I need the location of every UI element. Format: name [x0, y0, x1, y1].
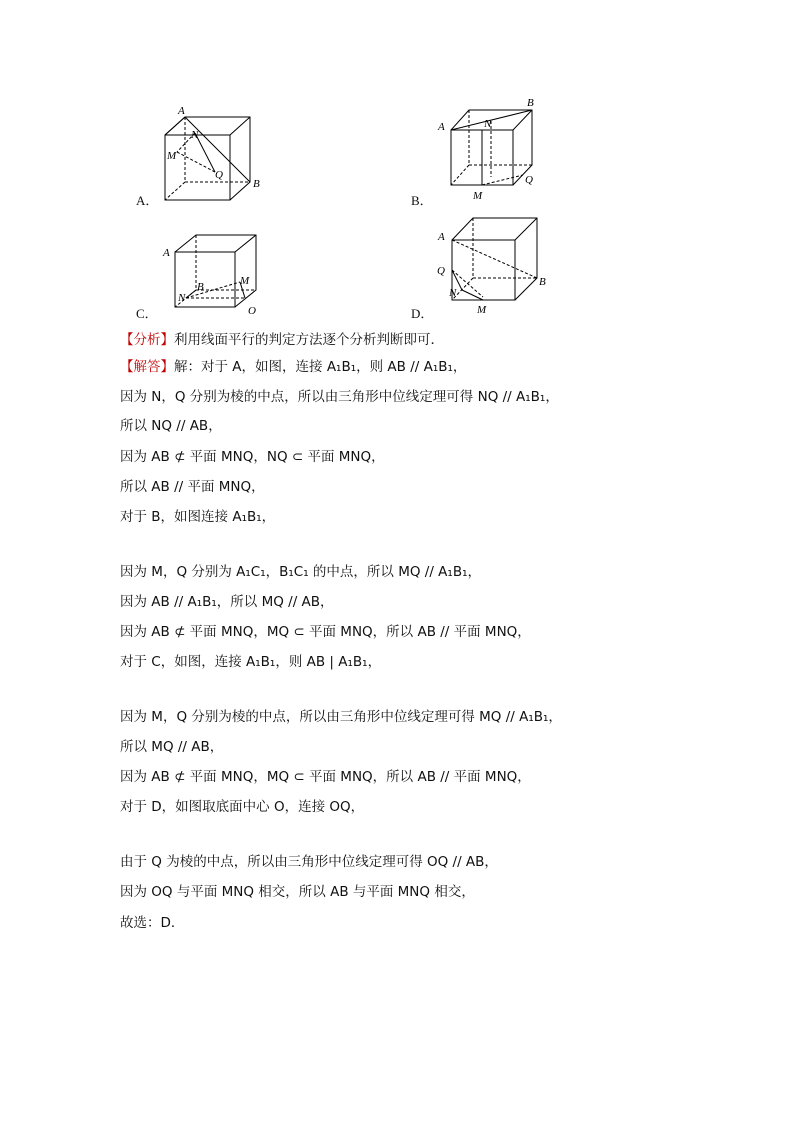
solution-line: 解：对于 A，如图，连接 A₁B₁，则 AB // A₁B₁， [174, 359, 467, 375]
point-label: N [191, 129, 199, 141]
point-label: N [449, 287, 457, 299]
cube-figure-a [155, 100, 275, 205]
point-label: N [178, 292, 186, 304]
solution-line: 因为 AB ⊄ 平面 MNQ，MQ ⊂ 平面 MNQ，所以 AB // 平面 MNQ， [120, 769, 531, 785]
solution-line: 所以 AB // 平面 MNQ， [120, 479, 265, 495]
point-label: B [253, 178, 260, 190]
point-label: A [438, 231, 445, 243]
point-label: M [477, 304, 487, 316]
answer-line [120, 357, 466, 377]
point-label: B [539, 276, 546, 288]
solution-line: 因为 N，Q 分别为棱的中点，所以由三角形中位线定理可得 NQ // A₁B₁， [120, 389, 559, 405]
solution-line: 对于 C，如图，连接 A₁B₁，则 AB | A₁B₁， [120, 654, 382, 670]
cube-figure-b [435, 95, 555, 205]
option-b-label: B． [411, 193, 433, 208]
solution-line: 因为 OQ 与平面 MNQ 相交，所以 AB 与平面 MNQ 相交， [120, 884, 475, 900]
solution-line: 故选：D． [120, 915, 185, 931]
solution-line: 所以 MQ // AB， [120, 739, 224, 755]
point-label: N [484, 118, 492, 130]
point-label: M [473, 190, 483, 202]
point-label: Q [215, 169, 223, 181]
solution-line: 对于 B，如图连接 A₁B₁， [120, 509, 276, 525]
point-label: A [178, 105, 185, 117]
analysis-line [120, 330, 444, 350]
point-label: A [438, 121, 445, 133]
point-label: M [167, 150, 177, 162]
cube-figure-d [435, 210, 555, 315]
point-label: B [527, 97, 534, 109]
point-label: Q [437, 265, 445, 277]
option-c-label: C． [136, 306, 158, 321]
point-label: B [197, 281, 204, 293]
solution-line: 因为 AB ⊄ 平面 MNQ，MQ ⊂ 平面 MNQ，所以 AB // 平面 MNQ， [120, 624, 531, 640]
point-label: Q [525, 174, 533, 186]
point-label: O [248, 305, 256, 317]
solution-line: 所以 NQ // AB， [120, 418, 222, 434]
solution-line: 因为 AB // A₁B₁，所以 MQ // AB， [120, 594, 334, 610]
solution-line: 对于 D，如图取底面中心 O，连接 OQ， [120, 799, 365, 815]
solution-line: 因为 AB ⊄ 平面 MNQ，NQ ⊂ 平面 MNQ， [120, 449, 385, 465]
point-label: M [240, 275, 250, 287]
point-label: A [163, 247, 170, 259]
solution-line: 因为 M，Q 分别为棱的中点，所以由三角形中位线定理可得 MQ // A₁B₁， [120, 709, 562, 725]
option-a-label: A． [136, 193, 159, 208]
option-d-label: D． [411, 306, 434, 321]
cube-figure-c [160, 232, 270, 317]
solution-line: 因为 M，Q 分别为 A₁C₁，B₁C₁ 的中点，所以 MQ // A₁B₁， [120, 564, 481, 580]
solution-line: 由于 Q 为棱的中点，所以由三角形中位线定理可得 OQ // AB， [120, 854, 498, 870]
analysis-tag: 【分析】 [120, 332, 174, 348]
answer-tag: 【解答】 [120, 359, 174, 375]
analysis-text: 利用线面平行的判定方法逐个分析判断即可． [174, 332, 444, 348]
